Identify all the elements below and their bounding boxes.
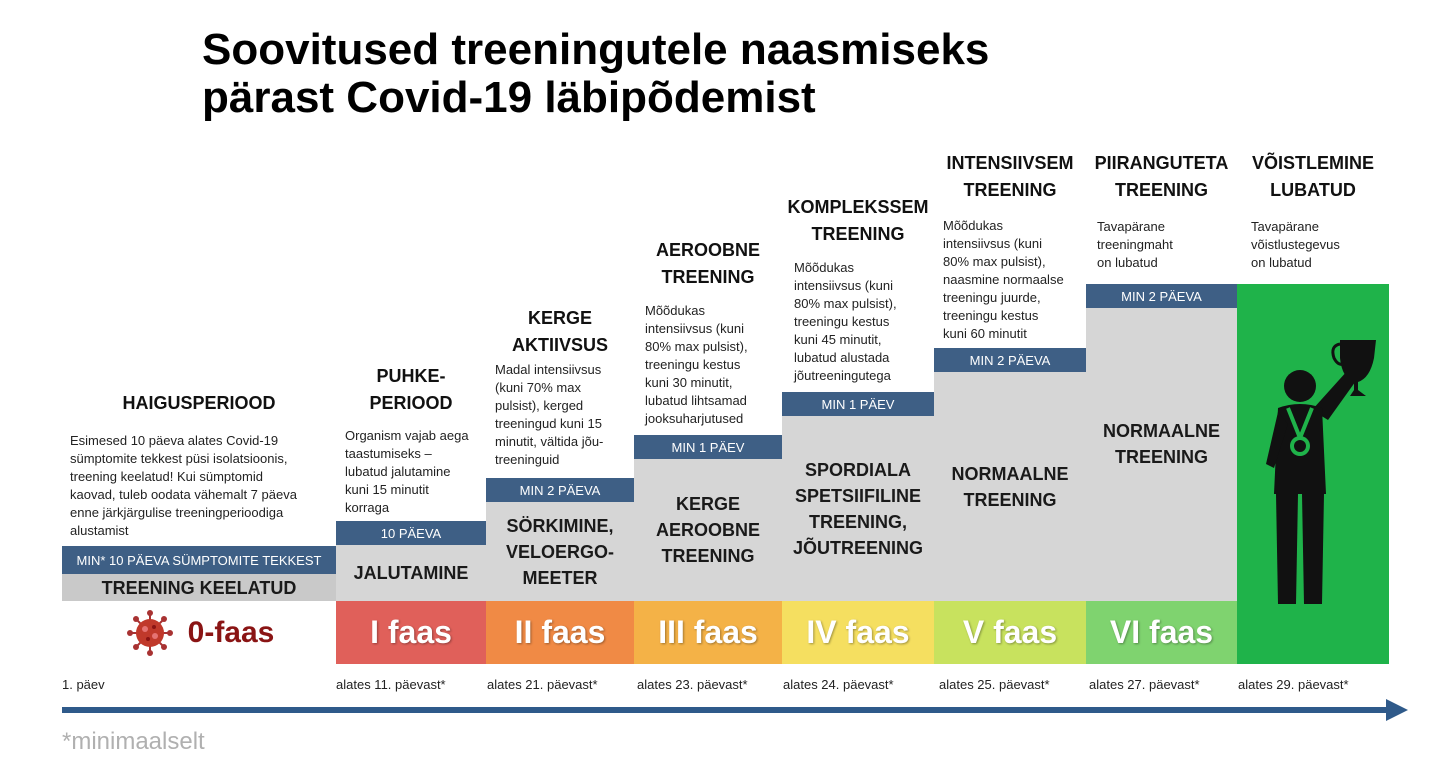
phase-6-faas-cell xyxy=(1086,601,1237,664)
phase-5-desc-line: 80% max pulsist), xyxy=(943,254,1046,269)
phase-6-description xyxy=(1097,218,1237,272)
phase-0-heading-line: HAIGUSPERIOOD xyxy=(122,393,276,413)
phase-5-heading-line: INTENSIIVSEM xyxy=(946,153,1074,173)
phase-0-desc-line: kaovad, tuleb oodata vähemalt 7 päeva xyxy=(70,487,297,502)
phase-4-activity-block xyxy=(782,416,934,601)
phase-4-activity-label: TREENING, xyxy=(808,511,907,532)
virus-icon xyxy=(124,610,176,656)
phase-2-day: alates 21. päevast* xyxy=(487,677,598,692)
phase-0-faas-label: 0-faas xyxy=(187,615,275,649)
phase-1-faas-cell xyxy=(336,601,486,664)
phase-6-day: alates 27. päevast* xyxy=(1089,677,1200,692)
phase-2-desc-line: minutit, vältida jõu- xyxy=(495,434,604,449)
phase-0-desc-line: sümptomite tekkest püsi isolatsioonis, xyxy=(70,451,288,466)
phase-6-desc-line: on lubatud xyxy=(1097,255,1158,270)
title-line-1: Soovitused treeningutele naasmiseks xyxy=(202,25,990,74)
phase-4-day: alates 24. päevast* xyxy=(783,677,894,692)
phase-3-desc-line: jooksuharjutused xyxy=(645,411,744,426)
phase-3-desc-line: 80% max pulsist), xyxy=(645,339,748,354)
phase-5-heading xyxy=(934,150,1086,204)
phase-3-faas-label: III faas xyxy=(658,614,758,650)
phase-4-desc-line: 80% max pulsist), xyxy=(794,296,897,311)
timeline-arrow-line xyxy=(62,707,1390,713)
phase-2-description xyxy=(495,361,634,469)
phase-2-faas-cell xyxy=(486,601,634,664)
phase-1-heading-line: PUHKE- xyxy=(376,366,446,386)
phase-4-description xyxy=(794,259,934,385)
phase-7-heading xyxy=(1237,150,1389,204)
phase-2-activity-block xyxy=(486,502,634,601)
phase-0-heading xyxy=(62,390,336,417)
phase-6-activity-label: NORMAALNE xyxy=(1103,421,1220,441)
phase-2-faas-label: II faas xyxy=(514,614,606,650)
phase-1-desc-line: taastumiseks – xyxy=(345,446,432,461)
phase-4-desc-line: lubatud alustada xyxy=(794,350,890,365)
phase-5-day: alates 25. päevast* xyxy=(939,677,1050,692)
phase-1-desc-line: kuni 15 minutit xyxy=(345,482,429,497)
phase-7-desc-line: võistlustegevus xyxy=(1251,237,1340,252)
phase-3-activity-block xyxy=(634,459,782,601)
phase-1-desc-line: lubatud jalutamine xyxy=(345,464,451,479)
phase-2-activity-label: VELOERGO- xyxy=(505,541,614,562)
phase-3-faas-cell xyxy=(634,601,782,664)
phase-6-duration-band: MIN 2 PÄEVA xyxy=(1086,284,1237,308)
phase-1-day: alates 11. päevast* xyxy=(336,677,446,692)
phase-5-desc-line: intensiivsus (kuni xyxy=(943,236,1042,251)
phase-2-heading xyxy=(486,305,634,359)
phase-2-desc-line: (kuni 70% max xyxy=(495,380,581,395)
phase-4-desc-line: kuni 45 minutit, xyxy=(794,332,882,347)
phase-2-desc-line: pulsist), kerged xyxy=(495,398,584,413)
phase-6-heading-line: TREENING xyxy=(1114,180,1208,200)
phase-7-heading-line: LUBATUD xyxy=(1270,180,1356,200)
phase-6-activity-label: TREENING xyxy=(1114,447,1208,467)
phase-0-description xyxy=(70,432,336,540)
phase-2-heading-line: AKTIIVSUS xyxy=(511,335,608,355)
phase-0-desc-line: treening keelatud! Kui sümptomid xyxy=(70,469,263,484)
phase-1-faas-label: I faas xyxy=(370,614,452,650)
phase-5-desc-line: kuni 60 minutit xyxy=(943,326,1027,341)
phase-0-desc-line: enne järkjärgulise treeningperioodiga xyxy=(70,505,284,520)
phase-0-faas-cell xyxy=(62,601,336,664)
phase-1-heading-line: PERIOOD xyxy=(369,393,453,413)
phase-0-desc-line: Esimesed 10 päeva alates Covid-19 xyxy=(70,433,279,448)
phase-5-activity-label: NORMAALNE xyxy=(951,463,1069,484)
phase-7-green-block xyxy=(1237,284,1389,664)
timeline-arrow-head-icon xyxy=(1386,699,1408,721)
phase-2-heading-line: KERGE xyxy=(527,308,592,328)
phase-3-heading xyxy=(634,237,782,291)
phase-0-day: 1. päev xyxy=(62,677,105,692)
phase-1-description xyxy=(345,427,486,517)
phase-2-activity-label: MEETER xyxy=(522,567,598,588)
phase-2-duration-band: MIN 2 PÄEVA xyxy=(486,478,634,502)
phase-3-desc-line: Mõõdukas xyxy=(645,303,705,318)
phase-3-activity-label: KERGE xyxy=(675,494,740,514)
phase-6-desc-line: treeningmaht xyxy=(1097,237,1173,252)
phase-6-heading-line: PIIRANGUTETA xyxy=(1094,153,1229,173)
phase-4-activity-label: SPORDIALA xyxy=(804,459,911,480)
phase-7-description xyxy=(1251,218,1389,272)
phase-4-heading xyxy=(782,194,934,248)
title-line-2: pärast Covid-19 läbipõdemist xyxy=(202,73,816,122)
phase-1-desc-line: korraga xyxy=(345,500,390,515)
phase-3-heading-line: TREENING xyxy=(661,267,755,287)
phase-3-day: alates 23. päevast* xyxy=(637,677,748,692)
phase-3-activity-label: AEROOBNE xyxy=(655,520,760,540)
phase-5-desc-line: naasmine normaalse xyxy=(943,272,1064,287)
phase-5-desc-line: treeningu juurde, xyxy=(943,290,1041,305)
phase-5-activity-block xyxy=(934,372,1086,601)
phase-7-desc-line: Tavapärane xyxy=(1251,219,1319,234)
phase-4-duration-band: MIN 1 PÄEV xyxy=(782,392,934,416)
phase-3-desc-line: intensiivsus (kuni xyxy=(645,321,744,336)
phase-4-activity-label: JÕUTREENING xyxy=(792,537,924,558)
phase-4-faas-cell xyxy=(782,601,934,664)
phase-6-heading xyxy=(1086,150,1237,204)
phase-5-desc-line: Mõõdukas xyxy=(943,218,1003,233)
phase-2-desc-line: treeningud kuni 15 xyxy=(495,416,602,431)
phase-1-activity-block xyxy=(336,545,486,601)
phase-0-activity-label: TREENING KEELATUD xyxy=(101,577,297,598)
phase-0-duration-band: MIN* 10 PÄEVA SÜMPTOMITE TEKKEST xyxy=(62,546,336,574)
phase-4-desc-line: Mõõdukas xyxy=(794,260,854,275)
phase-0-activity-block xyxy=(62,574,336,601)
phase-2-desc-line: Madal intensiivsus xyxy=(495,362,602,377)
phase-4-desc-line: jõutreeningutega xyxy=(794,368,891,383)
phase-4-faas-label: IV faas xyxy=(806,614,910,650)
phase-6-faas-label: VI faas xyxy=(1109,614,1214,650)
phase-6-activity-block xyxy=(1086,308,1237,601)
phase-5-faas-label: V faas xyxy=(962,614,1058,650)
page-title xyxy=(202,26,989,122)
footnote: *minimaalselt xyxy=(62,728,205,755)
phase-4-heading-line: TREENING xyxy=(811,224,905,244)
phase-7-heading-line: VÕISTLEMINE xyxy=(1251,153,1374,173)
phase-5-heading-line: TREENING xyxy=(963,180,1057,200)
phase-6-desc-line: Tavapärane xyxy=(1097,219,1165,234)
phase-5-duration-band: MIN 2 PÄEVA xyxy=(934,348,1086,372)
phase-2-desc-line: treeninguid xyxy=(495,452,560,467)
phase-5-activity-label: TREENING xyxy=(963,489,1057,510)
phase-3-duration-band: MIN 1 PÄEV xyxy=(634,435,782,459)
phase-2-activity-label: SÖRKIMINE, xyxy=(506,515,614,536)
phase-0-desc-line: alustamist xyxy=(70,523,129,538)
phase-3-desc-line: kuni 30 minutit, xyxy=(645,375,733,390)
phase-4-activity-label: SPETSIIFILINE xyxy=(794,485,922,506)
phase-1-desc-line: Organism vajab aega xyxy=(345,428,469,443)
phase-3-desc-line: treeningu kestus xyxy=(645,357,741,372)
phase-3-activity-label: TREENING xyxy=(661,546,755,566)
phase-3-description xyxy=(645,302,782,428)
phase-1-duration-band: 10 PÄEVA xyxy=(336,521,486,545)
phase-7-desc-line: on lubatud xyxy=(1251,255,1312,270)
phase-1-heading xyxy=(336,363,486,417)
phase-4-desc-line: intensiivsus (kuni xyxy=(794,278,893,293)
phase-5-description xyxy=(943,217,1086,343)
phase-1-activity-label: JALUTAMINE xyxy=(353,563,469,583)
phase-7-day: alates 29. päevast* xyxy=(1238,677,1349,692)
trophy-winner-icon xyxy=(1248,334,1378,614)
phase-4-desc-line: treeningu kestus xyxy=(794,314,890,329)
phase-5-faas-cell xyxy=(934,601,1086,664)
phase-5-desc-line: treeningu kestus xyxy=(943,308,1039,323)
phase-3-desc-line: lubatud lihtsamad xyxy=(645,393,747,408)
phase-4-heading-line: KOMPLEKSSEM xyxy=(787,197,929,217)
phase-3-heading-line: AEROOBNE xyxy=(655,240,760,260)
